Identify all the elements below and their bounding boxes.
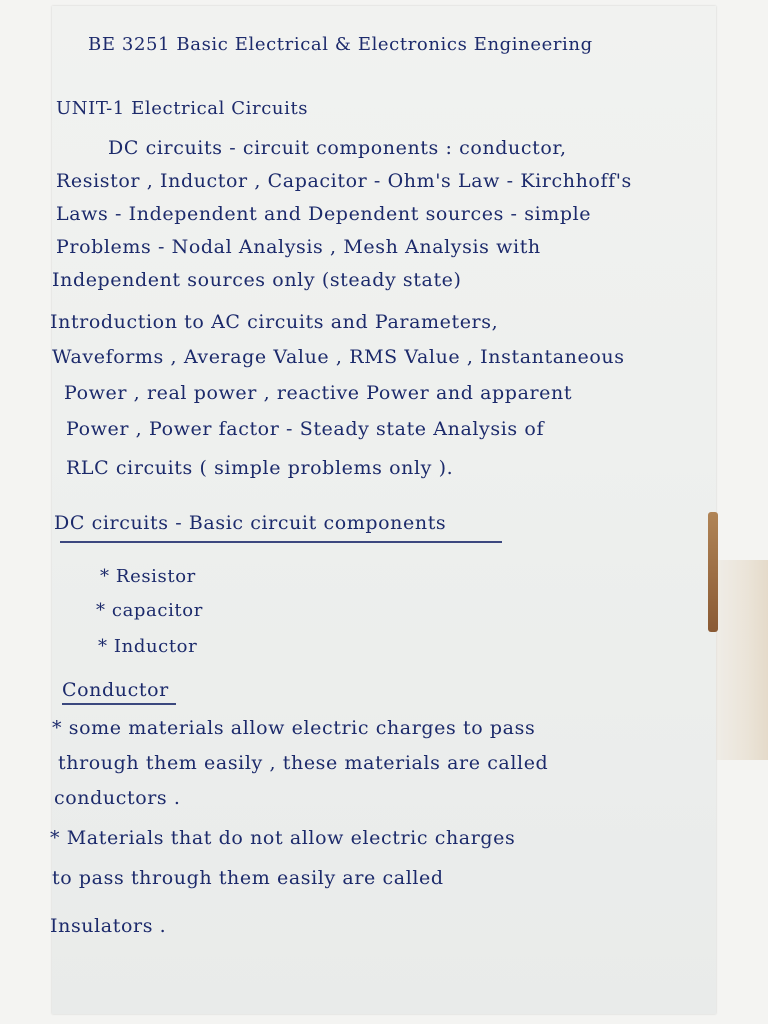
unit-label: UNIT-1 Electrical Circuits [56,98,309,119]
section-underline [60,541,502,543]
note-line: to pass through them easily are called [52,867,444,889]
note-line: Insulators . [50,915,167,937]
syllabus-line: Laws - Independent and Dependent sources - simple [56,203,592,225]
note-line: * some materials allow electric charges to pass [52,717,536,739]
syllabus-line: Introduction to AC circuits and Parameters, [50,311,499,333]
syllabus-line: Problems - Nodal Analysis , Mesh Analysis with [56,236,541,258]
binder-tab [708,512,718,632]
note-line: conductors . [54,787,181,809]
page-title: BE 3251 Basic Electrical & Electronics Engineering [88,34,593,55]
note-line: * Materials that do not allow electric charges [50,827,516,849]
conductor-underline [62,703,176,705]
note-line: through them easily , these materials are called [58,752,549,774]
syllabus-line: Independent sources only (steady state) [52,269,462,291]
syllabus-line: DC circuits - circuit components : conductor, [108,137,567,159]
component-item: * capacitor [96,600,203,621]
page-edge-shadow [716,560,768,760]
section-heading: DC circuits - Basic circuit components [54,512,447,534]
syllabus-line: RLC circuits ( simple problems only ). [66,457,454,479]
syllabus-line: Waveforms , Average Value , RMS Value , Instantaneous [52,346,625,368]
syllabus-line: Power , Power factor - Steady state Analysis of [66,418,545,440]
conductor-heading: Conductor [62,679,169,701]
syllabus-line: Resistor , Inductor , Capacitor - Ohm's Law - Kirchhoff's [56,170,632,192]
component-item: * Resistor [100,566,196,587]
component-item: * Inductor [98,636,198,657]
syllabus-line: Power , real power , reactive Power and apparent [64,382,573,404]
